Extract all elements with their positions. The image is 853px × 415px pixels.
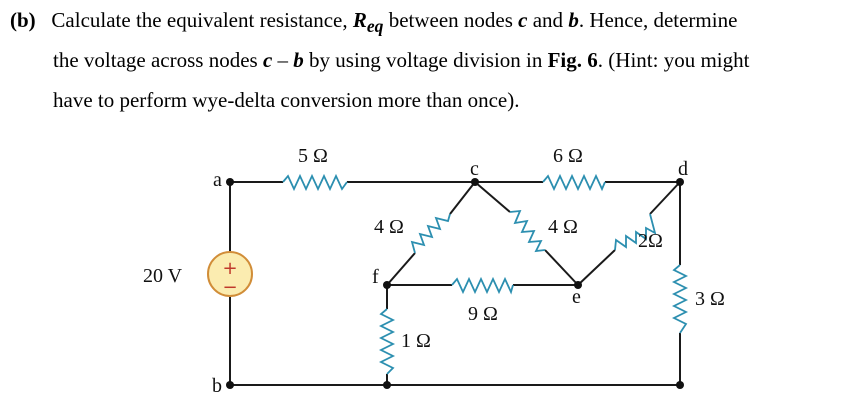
node-c-label: c <box>470 158 479 180</box>
label-6ohm: 6 Ω <box>553 145 583 167</box>
label-2ohm: 2Ω <box>638 230 663 252</box>
node-ref-c: c <box>518 8 528 32</box>
source-plus-sign: + <box>222 258 238 279</box>
node-b-dot <box>226 381 234 389</box>
resistor-3ohm <box>674 265 686 333</box>
wire-f-r4 <box>387 253 415 285</box>
label-5ohm: 5 Ω <box>298 145 328 167</box>
question-text-segment: . Hence, determine <box>578 8 738 32</box>
wire-r4b-e <box>545 250 578 285</box>
question-text-segment: . (Hint: you might <box>597 48 750 72</box>
req-symbol: R <box>352 8 367 32</box>
node-e-label: e <box>572 286 581 308</box>
node-ref-b: b <box>568 8 579 32</box>
label-3ohm: 3 Ω <box>695 288 725 310</box>
node-a-dot <box>226 178 234 186</box>
question-text-segment: Calculate the equivalent resistance, <box>51 8 353 32</box>
node-ref-b: b <box>293 48 304 72</box>
wire-r2-d <box>650 182 680 214</box>
question-text-segment: the voltage across nodes <box>53 48 263 72</box>
question-text-segment: – <box>272 48 294 72</box>
question-text-segment: by using voltage division in <box>303 48 548 72</box>
label-4ohm-cf: 4 Ω <box>374 216 404 238</box>
wire-e-r2 <box>578 250 615 285</box>
label-9ohm: 9 Ω <box>468 303 498 325</box>
req-subscript: eq <box>366 16 384 37</box>
resistor-5ohm <box>283 176 347 189</box>
figure-reference: Fig. 6 <box>547 48 598 72</box>
part-label: (b) <box>10 8 36 32</box>
node-d-label: d <box>678 158 688 180</box>
wire-c-r4b <box>475 182 510 212</box>
junction-dot <box>383 381 391 389</box>
source-minus-sign: − <box>222 277 238 298</box>
node-b-label: b <box>212 375 222 397</box>
question-text-segment: and <box>527 8 569 32</box>
node-ref-c: c <box>262 48 273 72</box>
resistor-4ohm-ce <box>510 211 545 251</box>
question-text-segment: have to perform wye-delta conversion more than once). <box>53 88 520 112</box>
node-a-label: a <box>213 169 222 191</box>
node-f-dot <box>383 281 391 289</box>
resistor-4ohm-cf <box>412 214 450 253</box>
node-f-label: f <box>372 266 379 288</box>
resistor-6ohm <box>543 176 605 189</box>
label-1ohm: 1 Ω <box>401 330 431 352</box>
question-text-segment: between nodes <box>383 8 519 32</box>
resistor-9ohm <box>452 279 513 292</box>
label-20v: 20 V <box>143 265 183 287</box>
wire-r4-c <box>450 182 475 214</box>
resistor-1ohm <box>381 309 393 374</box>
junction-dot <box>676 381 684 389</box>
label-4ohm-ce: 4 Ω <box>548 216 578 238</box>
